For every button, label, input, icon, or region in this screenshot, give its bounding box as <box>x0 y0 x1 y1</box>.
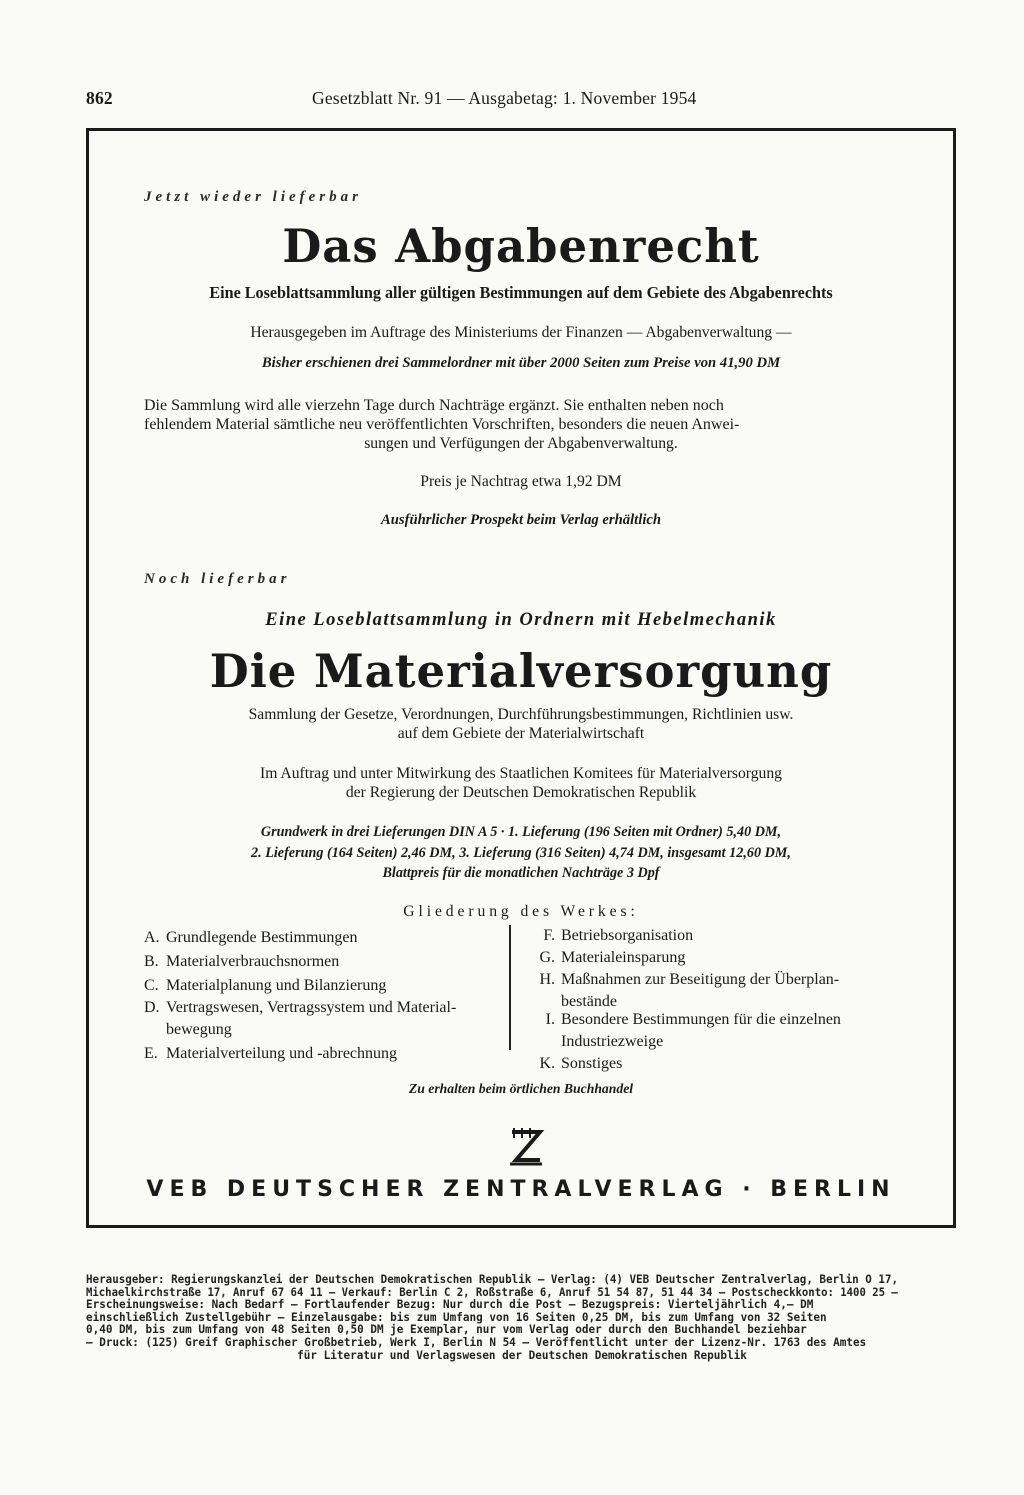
imprint-line: Erscheinungsweise: Nach Bedarf — Fortlaufender Bezug: Nur durch die Post — Bezugspreis: Vierteljährlich 4,— DM <box>86 1297 814 1312</box>
imprint-line: — Druck: (125) Greif Graphischer Großbetrieb, Werk I, Berlin N 54 — Veröffentlicht unter der Lizenz-Nr. 1763 des Amtes <box>86 1334 867 1349</box>
imprint-line: Herausgeber: Regierungskanzlei der Deutschen Demokratischen Republik — Verlag: (4) VEB Deutscher Zentralverlag, Berlin O 17, <box>86 1272 899 1286</box>
imprint-line: Michaelkirchstraße 17, Anruf 67 64 11 — Verkauf: Berlin C 2, Roßstraße 6, Anruf 51 54 87, 51 44 34 — Postscheckkonto: 1400 25 — <box>86 1284 898 1299</box>
outline-left-column <box>144 927 456 1065</box>
imprint-line: 0,40 DM, bis zum Umfang von 48 Seiten 0,50 DM je Exemplar, nur vom Verlag oder durch den Buchhandel beziehbar <box>86 1322 807 1337</box>
outline-heading: Gliederung des Werkes: <box>403 903 639 920</box>
ad1-published: Bisher erschienen drei Sammelordner mit über 2000 Seiten zum Preise von 41,90 DM <box>261 355 781 371</box>
ad1-title: Das Abgabenrecht <box>282 219 760 273</box>
outline-item: B. Materialverbrauchsnormen <box>144 953 340 970</box>
page-number: 862 <box>86 88 113 108</box>
ad2-tagline: Eine Loseblattsammlung in Ordnern mit Hebelmechanik <box>265 609 777 630</box>
ad1-subtitle: Eine Loseblattsammlung aller gültigen Bestimmungen auf dem Gebiete des Abgabenrechts <box>209 283 833 302</box>
outline-item: A. Grundlegende Bestimmungen <box>144 929 358 946</box>
ad1-desc-line: fehlendem Material sämtliche neu veröffentlichten Vorschriften, besonders die neuen Anwei- <box>144 416 740 433</box>
publisher-name: VEB DEUTSCHER ZENTRALVERLAG · BERLIN <box>146 1177 896 1202</box>
outline-item: C. Materialplanung und Bilanzierung <box>144 977 387 994</box>
ad2-pricing-line: Blattpreis für die monatlichen Nachträge 3 Dpf <box>382 865 660 881</box>
ad2-sub-line: Sammlung der Gesetze, Verordnungen, Durchführungsbestimmungen, Richtlinien usw. <box>248 706 794 723</box>
outline-item: I. Besondere Bestimmungen für die einzelnen Industriezweige <box>545 1011 841 1050</box>
outline-item: E. Materialverteilung und -abrechnung <box>144 1045 398 1062</box>
ad1-price: Preis je Nachtrag etwa 1,92 DM <box>420 473 622 490</box>
ad1-kicker: Jetzt wieder lieferbar <box>144 189 362 205</box>
ad2-pricing-line: 2. Lieferung (164 Seiten) 2,46 DM, 3. Lieferung (316 Seiten) 4,74 DM, insgesamt 12,60 DM, <box>251 845 791 861</box>
ad2-title: Die Materialversorgung <box>209 644 833 698</box>
imprint-line: für Literatur und Verlagswesen der Deutschen Demokratischen Republik <box>297 1347 747 1362</box>
advertisement-frame <box>86 128 956 1228</box>
ad2-authority-line: der Regierung der Deutschen Demokratischen Republik <box>345 784 697 801</box>
ad1-desc-line: sungen und Verfügungen der Abgabenverwaltung. <box>364 435 678 452</box>
outline-right-column <box>529 925 841 1075</box>
ad2-availability: Zu erhalten beim örtlichen Buchhandel <box>408 1082 634 1097</box>
outline-item: D. Vertragswesen, Vertragssystem und Material- bewegung <box>144 999 457 1038</box>
outline-item: F. Betriebsorganisation <box>543 927 694 944</box>
outline-item: K. Sonstiges <box>539 1055 623 1072</box>
ad2-authority-line: Im Auftrag und unter Mitwirkung des Staatlichen Komitees für Materialversorgung <box>260 765 782 782</box>
ad1-issuer: Herausgegeben im Auftrage des Ministeriums der Finanzen — Abgabenverwaltung — <box>250 324 792 341</box>
outline-item: G. Materialeinsparung <box>539 949 686 966</box>
gazette-title: Gesetzblatt Nr. 91 — Ausgabetag: 1. November 1954 <box>312 88 697 108</box>
page-header <box>86 88 952 114</box>
outline-item: H. Maßnahmen zur Beseitigung der Überplan- bestände <box>539 971 840 1010</box>
outline-divider <box>509 925 511 1050</box>
imprint-line: einschließlich Zustellgebühr — Einzelausgabe: bis zum Umfang von 16 Seiten 0,25 DM, bis zum Umfang von 32 Seiten <box>86 1309 827 1324</box>
ad2-kicker: Noch lieferbar <box>144 571 291 587</box>
ad2-sub-line: auf dem Gebiete der Materialwirtschaft <box>397 725 645 742</box>
ad1-desc-line: Die Sammlung wird alle vierzehn Tage durch Nachträge ergänzt. Sie enthalten neben noch <box>144 397 724 414</box>
ad1-prospect: Ausführlicher Prospekt beim Verlag erhältlich <box>380 512 662 528</box>
publisher-logo-icon <box>506 1124 546 1173</box>
imprint-footer <box>86 1273 958 1361</box>
ad2-pricing-line: Grundwerk in drei Lieferungen DIN A 5 · 1. Lieferung (196 Seiten mit Ordner) 5,40 DM, <box>260 824 782 840</box>
